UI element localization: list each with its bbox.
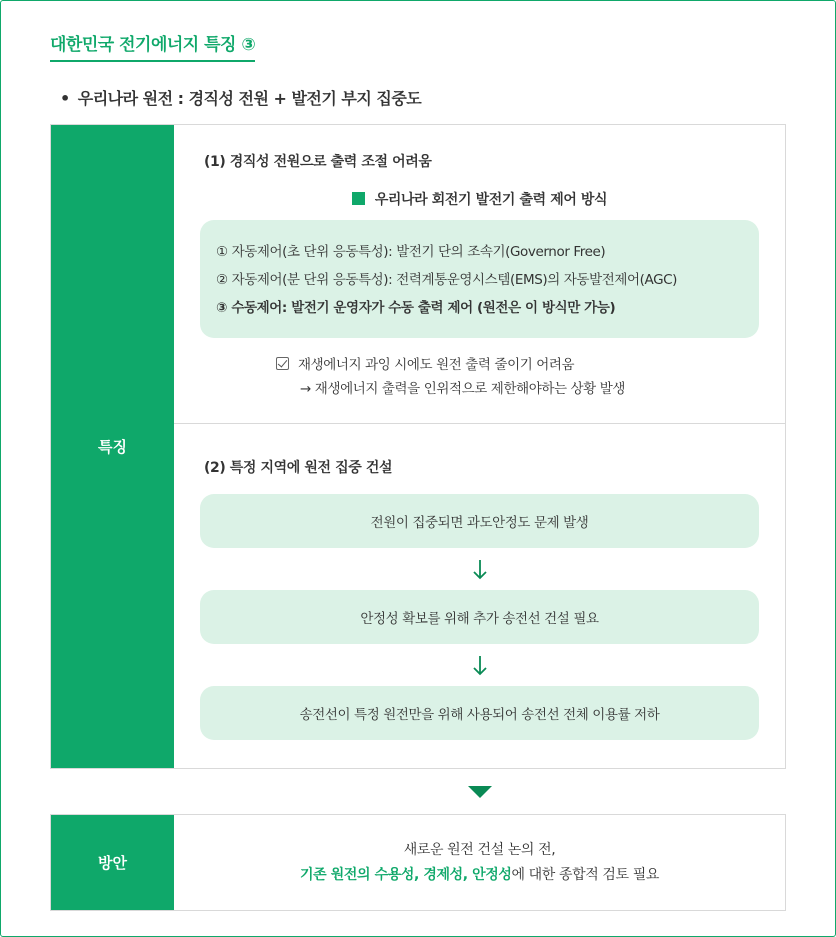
subheading-text: 우리나라 회전기 발전기 출력 제어 방식 [374,192,608,208]
list-item: ① 자동제어(초 단위 응동특성): 발전기 단의 조속기(Governor Free) [216,244,606,260]
list-item: ③ 수동제어: 발전기 운영자가 수동 출력 제어 (원전은 이 방식만 가능) [216,300,616,316]
section1-subheading [174,189,785,209]
page-title: 대한민국 전기에너지 특징 ③ [50,30,255,62]
plan-panel [50,814,786,911]
feature-panel [50,124,786,769]
arrow-down-icon [470,654,490,678]
plan-content [174,815,785,910]
feature-label: 특징 [51,125,174,768]
section1-heading: (1) 경직성 전원으로 출력 조절 어려움 [204,154,432,170]
checkbox-icon [276,357,289,370]
feature-content [174,125,785,768]
plan-line2 [300,863,659,888]
plan-line1: 새로운 원전 건설 논의 전, [403,841,556,858]
plan-label: 방안 [51,815,174,910]
arrow-down-icon [470,558,490,582]
square-icon [352,192,365,205]
plan-line2-rest: 에 대한 종합적 검토 필요 [511,866,659,883]
bullet-dot: • [60,89,70,108]
list-item: ② 자동제어(분 단위 응동특성): 전력계통운영시스템(EMS)의 자동발전제어(AGC) [216,272,678,288]
flow-step-1: 전원이 집중되면 과도안정도 문제 발생 [200,494,759,548]
note-line2: → 재생에너지 출력을 인위적으로 제한해야하는 상황 발생 [300,381,626,397]
section-divider [174,423,785,424]
note-line1: 재생에너지 과잉 시에도 원전 출력 줄이기 어려움 [298,357,575,373]
triangle-down-icon [468,786,492,798]
section2-heading: (2) 특정 지역에 원전 집중 건설 [204,460,393,476]
flow-step-3: 송전선이 특정 원전만을 위해 사용되어 송전선 전체 이용률 저하 [200,686,759,740]
summary-bullet [60,86,421,109]
plan-highlight: 기존 원전의 수용성, 경제성, 안정성 [300,866,512,883]
flow-step-2: 안정성 확보를 위해 추가 송전선 건설 필요 [200,590,759,644]
summary-text: 우리나라 원전 : 경직성 전원 + 발전기 부지 집중도 [77,89,422,108]
section1-note [276,353,625,401]
control-method-list [200,220,759,338]
